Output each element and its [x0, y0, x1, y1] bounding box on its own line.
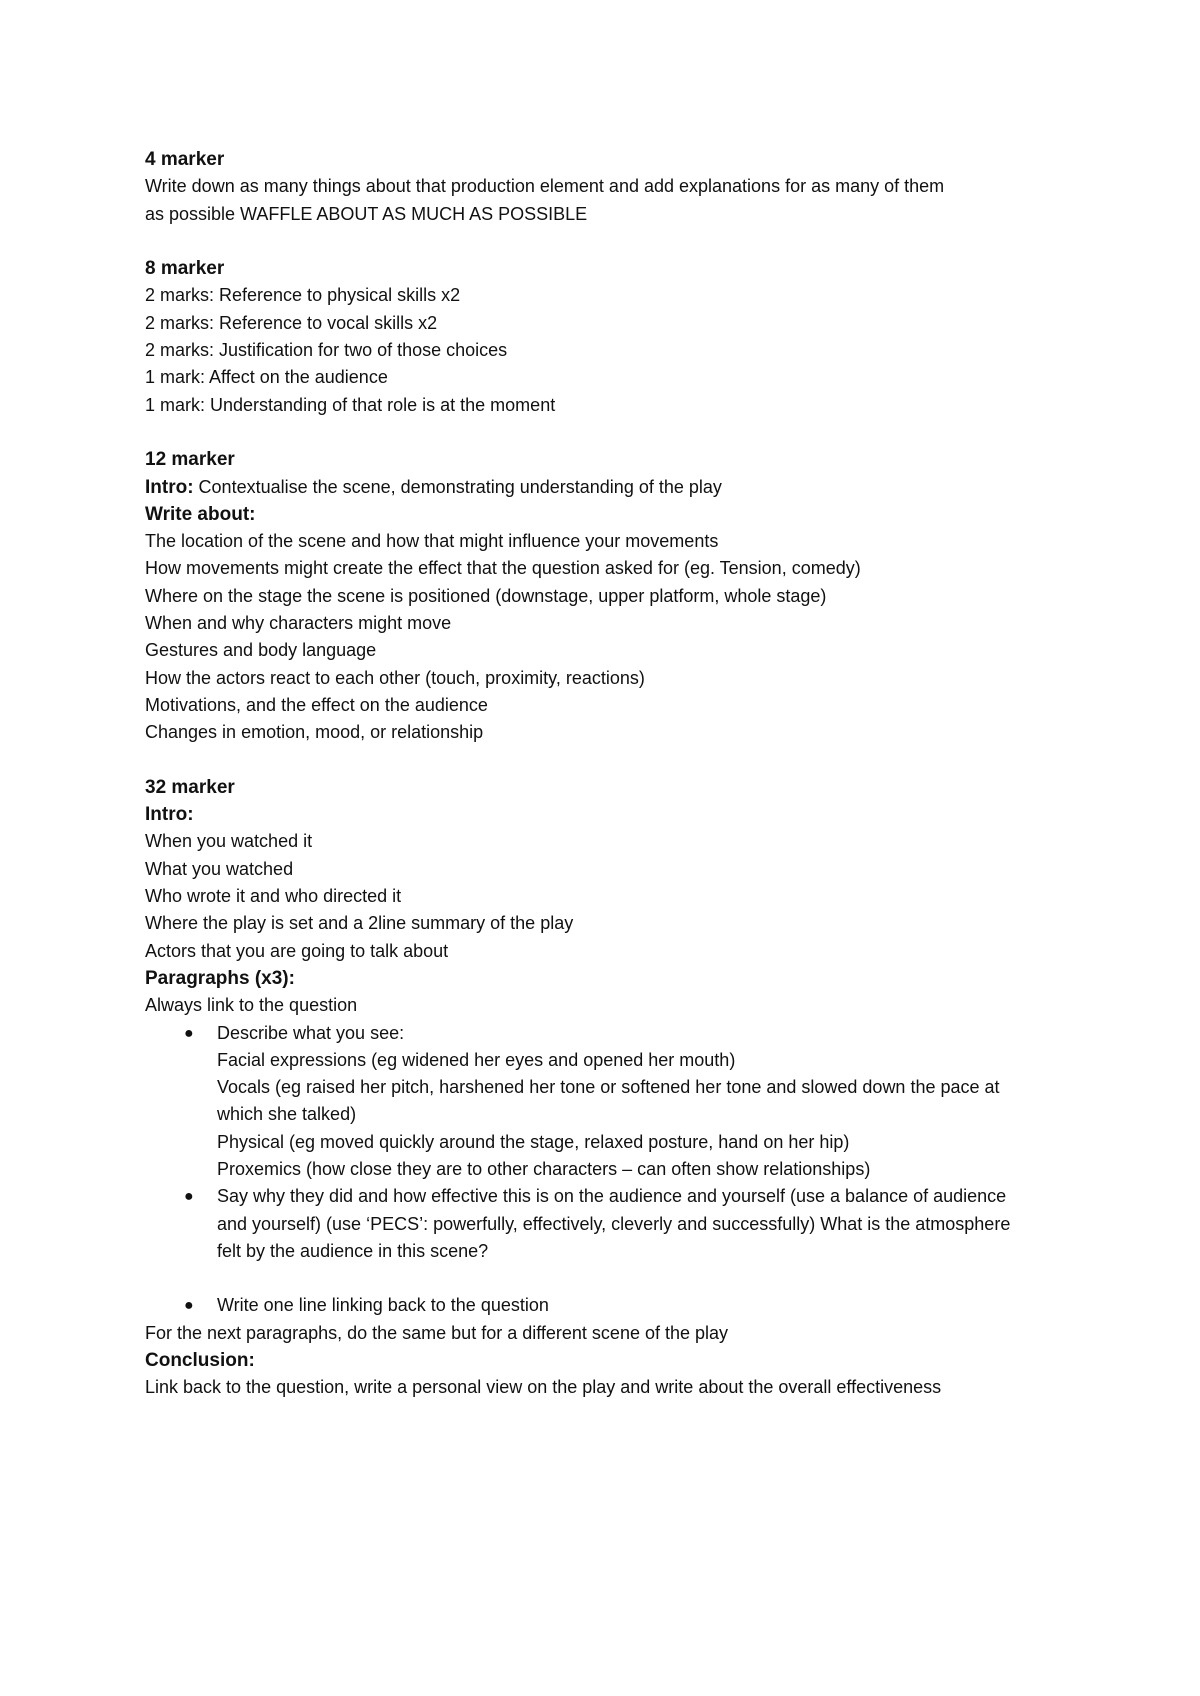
intro-item: When you watched it	[145, 831, 313, 852]
mark-line: 2 marks: Justification for two of those choices	[145, 340, 508, 361]
intro-item: Where the play is set and a 2line summary of the play	[145, 913, 574, 934]
spacer	[145, 1265, 1075, 1292]
intro-label: Intro:	[145, 804, 194, 826]
bullet-text: Write one line linking back to the question	[217, 1295, 549, 1316]
sub-line: Facial expressions (eg widened her eyes and opened her mouth)	[217, 1049, 736, 1070]
bullet-icon: ●	[184, 1188, 194, 1206]
sub-line: Vocals (eg raised her pitch, harshened her tone or softened her tone and slowed down the pace at which she talked)	[217, 1077, 1000, 1125]
bullet-icon: ●	[184, 1297, 194, 1315]
list-item: When and why characters might move	[145, 613, 452, 634]
sub-line: Proxemics (how close they are to other characters – can often show relationships)	[217, 1158, 871, 1179]
list-item: How movements might create the effect that the question asked for (eg. Tension, comedy)	[145, 558, 861, 579]
list-item: Motivations, and the effect on the audience	[145, 694, 488, 715]
bullet-item	[145, 1020, 1075, 1047]
sub-line: Physical (eg moved quickly around the stage, relaxed posture, hand on her hip)	[217, 1131, 850, 1152]
section-heading-8-marker: 8 marker	[145, 258, 225, 280]
link-line: Always link to the question	[145, 995, 358, 1016]
spacer	[145, 747, 1075, 774]
bullet-text: Say why they did and how effective this is on the audience and yourself (use a balance of audience and yourself) (use ‘PECS’: powerfully, effectively, cleverly and successfully) What is the atmosphere felt by the audience in this scene?	[217, 1186, 1011, 1261]
bullet-item	[145, 1183, 1012, 1265]
intro-item: What you watched	[145, 858, 294, 879]
write-about-label: Write about:	[145, 503, 256, 525]
intro-text: Contextualise the scene, demonstrating understanding of the play	[193, 476, 722, 497]
mark-line: 2 marks: Reference to physical skills x2	[145, 285, 461, 306]
spacer	[145, 228, 1075, 255]
paragraphs-label: Paragraphs (x3):	[145, 967, 295, 989]
list-item: How the actors react to each other (touch, proximity, reactions)	[145, 667, 645, 688]
spacer	[145, 419, 1075, 446]
section-heading-12-marker: 12 marker	[145, 449, 235, 471]
section-heading-32-marker: 32 marker	[145, 776, 235, 798]
bullet-icon: ●	[184, 1024, 194, 1042]
bullet-list	[145, 1292, 1075, 1319]
conclusion-label: Conclusion:	[145, 1350, 255, 1372]
bullet-list	[145, 1183, 1075, 1265]
intro-label: Intro:	[145, 476, 194, 498]
mark-line: 2 marks: Reference to vocal skills x2	[145, 312, 438, 333]
list-item: The location of the scene and how that might influence your movements	[145, 531, 719, 552]
intro-item: Who wrote it and who directed it	[145, 886, 402, 907]
intro-line	[145, 474, 1075, 501]
intro-item: Actors that you are going to talk about	[145, 940, 449, 961]
list-item: Gestures and body language	[145, 640, 377, 661]
section-4-body: Write down as many things about that production element and add explanations for as many of them as possible WAFFLE ABOUT AS MUCH AS POSSIBLE	[145, 176, 945, 224]
conclusion-text: Link back to the question, write a personal view on the play and write about the overall effectiveness	[145, 1377, 942, 1398]
mark-line: 1 mark: Understanding of that role is at the moment	[145, 394, 556, 415]
bullet-item	[145, 1292, 1075, 1319]
mark-line: 1 mark: Affect on the audience	[145, 367, 388, 388]
section-heading-4-marker: 4 marker	[145, 149, 225, 170]
next-paragraphs-line: For the next paragraphs, do the same but for a different scene of the play	[145, 1322, 729, 1343]
document-page	[145, 146, 1075, 1402]
bullet-text: Describe what you see:	[217, 1022, 405, 1043]
list-item: Where on the stage the scene is positioned (downstage, upper platform, whole stage)	[145, 585, 827, 606]
bullet-list	[145, 1020, 1075, 1047]
list-item: Changes in emotion, mood, or relationship	[145, 722, 484, 743]
